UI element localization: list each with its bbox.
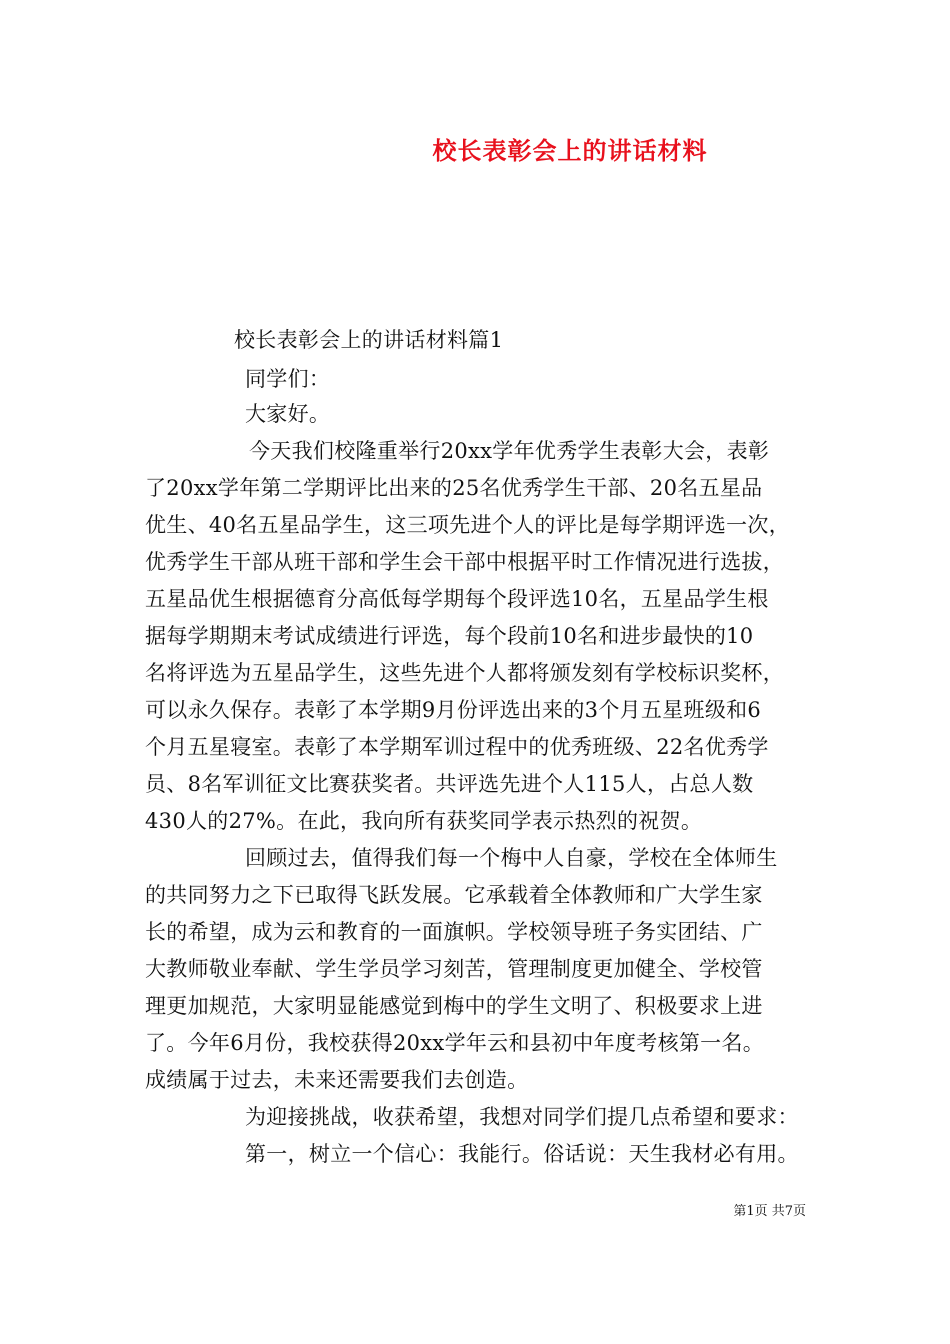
page-footer: 第1页 共7页: [733, 1204, 806, 1219]
salutation: 同学们：: [245, 367, 331, 391]
paragraph-line: 优秀学生干部从班干部和学生会干部中根据平时工作情况进行选拔，: [145, 550, 784, 574]
paragraph-line: 优生、40名五星品学生，这三项先进个人的评比是每学期评选一次，: [145, 513, 791, 537]
paragraph-line: 为迎接挑战，收获希望，我想对同学们提几点希望和要求：: [245, 1105, 799, 1129]
paragraph-line: 可以永久保存。表彰了本学期9月份评选出来的3个月五星班级和6: [145, 698, 762, 722]
paragraph-line: 个月五星寝室。表彰了本学期军训过程中的优秀班级、22名优秀学: [145, 735, 769, 759]
paragraph-line: 的共同努力之下已取得飞跃发展。它承载着全体教师和广大学生家: [145, 883, 763, 907]
section-heading: 校长表彰会上的讲话材料篇1: [234, 328, 504, 352]
paragraph-line: 了20xx学年第二学期评比出来的25名优秀学生干部、20名五星品: [145, 476, 763, 500]
paragraph-line: 成绩属于过去，未来还需要我们去创造。: [145, 1068, 529, 1092]
paragraph-line: 回顾过去，值得我们每一个梅中人自豪，学校在全体师生: [245, 846, 778, 870]
paragraph-line: 长的希望，成为云和教育的一面旗帜。学校领导班子务实团结、广: [145, 920, 763, 944]
paragraph-line: 大教师敬业奉献、学生学员学习刻苦，管理制度更加健全、学校管: [145, 957, 763, 981]
paragraph-line: 了。今年6月份，我校获得20xx学年云和县初中年度考核第一名。: [145, 1031, 765, 1055]
greeting: 大家好。: [245, 402, 331, 426]
paragraph-line: 第一，树立一个信心：我能行。俗话说：天生我材必有用。: [245, 1142, 799, 1166]
paragraph-line: 430人的27%。在此，我向所有获奖同学表示热烈的祝贺。: [145, 809, 703, 833]
paragraph-line: 五星品优生根据德育分高低每学期每个段评选10名，五星品学生根: [145, 587, 769, 611]
paragraph-line: 今天我们校隆重举行20xx学年优秀学生表彰大会，表彰: [249, 439, 770, 463]
paragraph-line: 名将评选为五星品学生，这些先进个人都将颁发刻有学校标识奖杯，: [145, 661, 784, 685]
paragraph-line: 员、8名军训征文比赛获奖者。共评选先进个人115人，占总人数: [145, 772, 754, 796]
paragraph-line: 据每学期期末考试成绩进行评选，每个段前10名和进步最快的10: [145, 624, 754, 648]
paragraph-line: 理更加规范，大家明显能感觉到梅中的学生文明了、积极要求上进: [145, 994, 763, 1018]
document-title: 校长表彰会上的讲话材料: [432, 136, 708, 165]
